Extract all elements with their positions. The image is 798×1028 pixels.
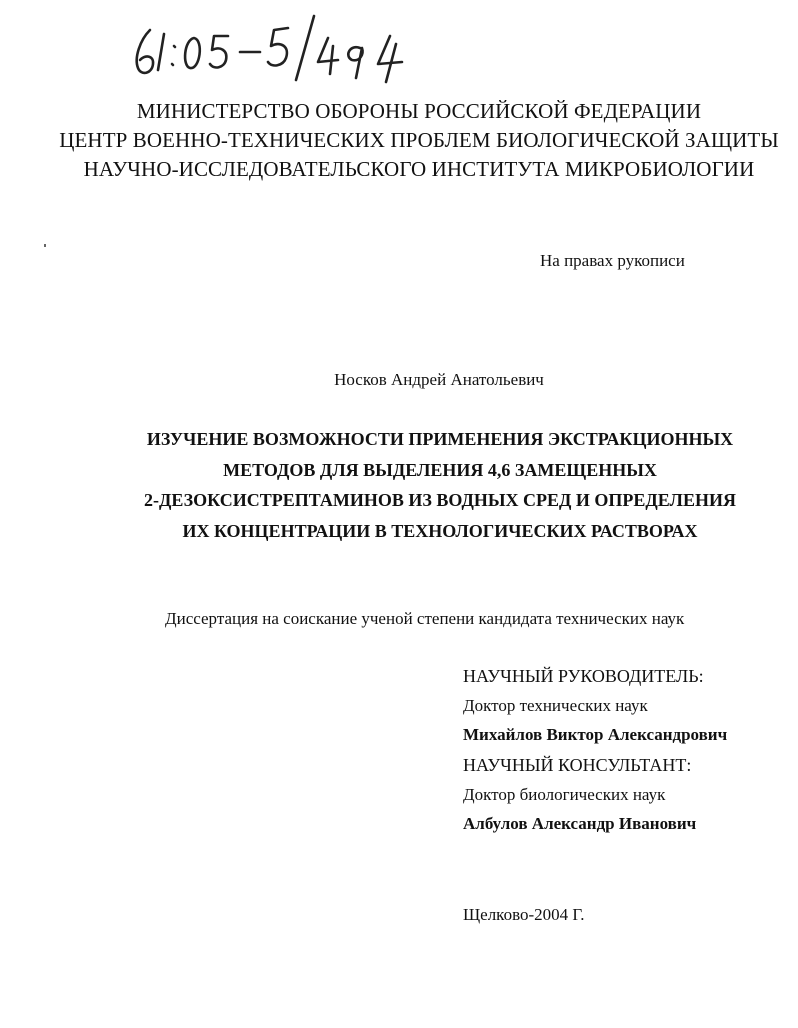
advisors-block: [463, 666, 727, 844]
consultant-name: Албулов Александр Иванович: [463, 814, 697, 834]
consultant-degree: Доктор биологических наук: [463, 784, 666, 804]
ministry-heading: МИНИСТЕРСТВО ОБОРОНЫ РОССИЙСКОЙ ФЕДЕРАЦИИ: [136, 99, 702, 123]
supervisor-degree: Доктор технических наук: [463, 695, 648, 715]
title-line: ИЗУЧЕНИЕ ВОЗМОЖНОСТИ ПРИМЕНЕНИЯ ЭКСТРАКЦИОННЫХ: [146, 429, 734, 449]
dissertation-title: [120, 424, 760, 546]
institute-heading: НАУЧНО-ИССЛЕДОВАТЕЛЬСКОГО ИНСТИТУТА МИКРОБИОЛОГИИ: [83, 157, 755, 181]
place-and-year: Щелково-2004 Г.: [463, 905, 585, 924]
scan-speck: [44, 244, 46, 247]
title-line: МЕТОДОВ ДЛЯ ВЫДЕЛЕНИЯ 4,6 ЗАМЕЩЕННЫХ: [223, 459, 657, 480]
supervisor-name: Михайлов Виктор Александрович: [463, 725, 728, 745]
handwritten-archive-code: [128, 8, 428, 88]
title-line: 2-ДЕЗОКСИСТРЕПТАМИНОВ ИЗ ВОДНЫХ СРЕД И ОПРЕДЕЛЕНИЯ: [144, 490, 736, 510]
consultant-heading: НАУЧНЫЙ КОНСУЛЬТАНТ:: [463, 755, 692, 776]
manuscript-rights-note: На правах рукописи: [540, 251, 685, 270]
author-name: Носков Андрей Анатольевич: [334, 370, 544, 389]
handwritten-code-drawing: [128, 8, 428, 88]
supervisor-heading: НАУЧНЫЙ РУКОВОДИТЕЛЬ:: [463, 666, 704, 686]
center-heading: ЦЕНТР ВОЕННО-ТЕХНИЧЕСКИХ ПРОБЛЕМ БИОЛОГИЧЕСКОЙ ЗАЩИТЫ: [59, 128, 779, 152]
degree-statement: Диссертация на соискание ученой степени кандидата технических наук: [165, 609, 685, 628]
title-line: ИХ КОНЦЕНТРАЦИИ В ТЕХНОЛОГИЧЕСКИХ РАСТВОРАХ: [182, 520, 698, 541]
